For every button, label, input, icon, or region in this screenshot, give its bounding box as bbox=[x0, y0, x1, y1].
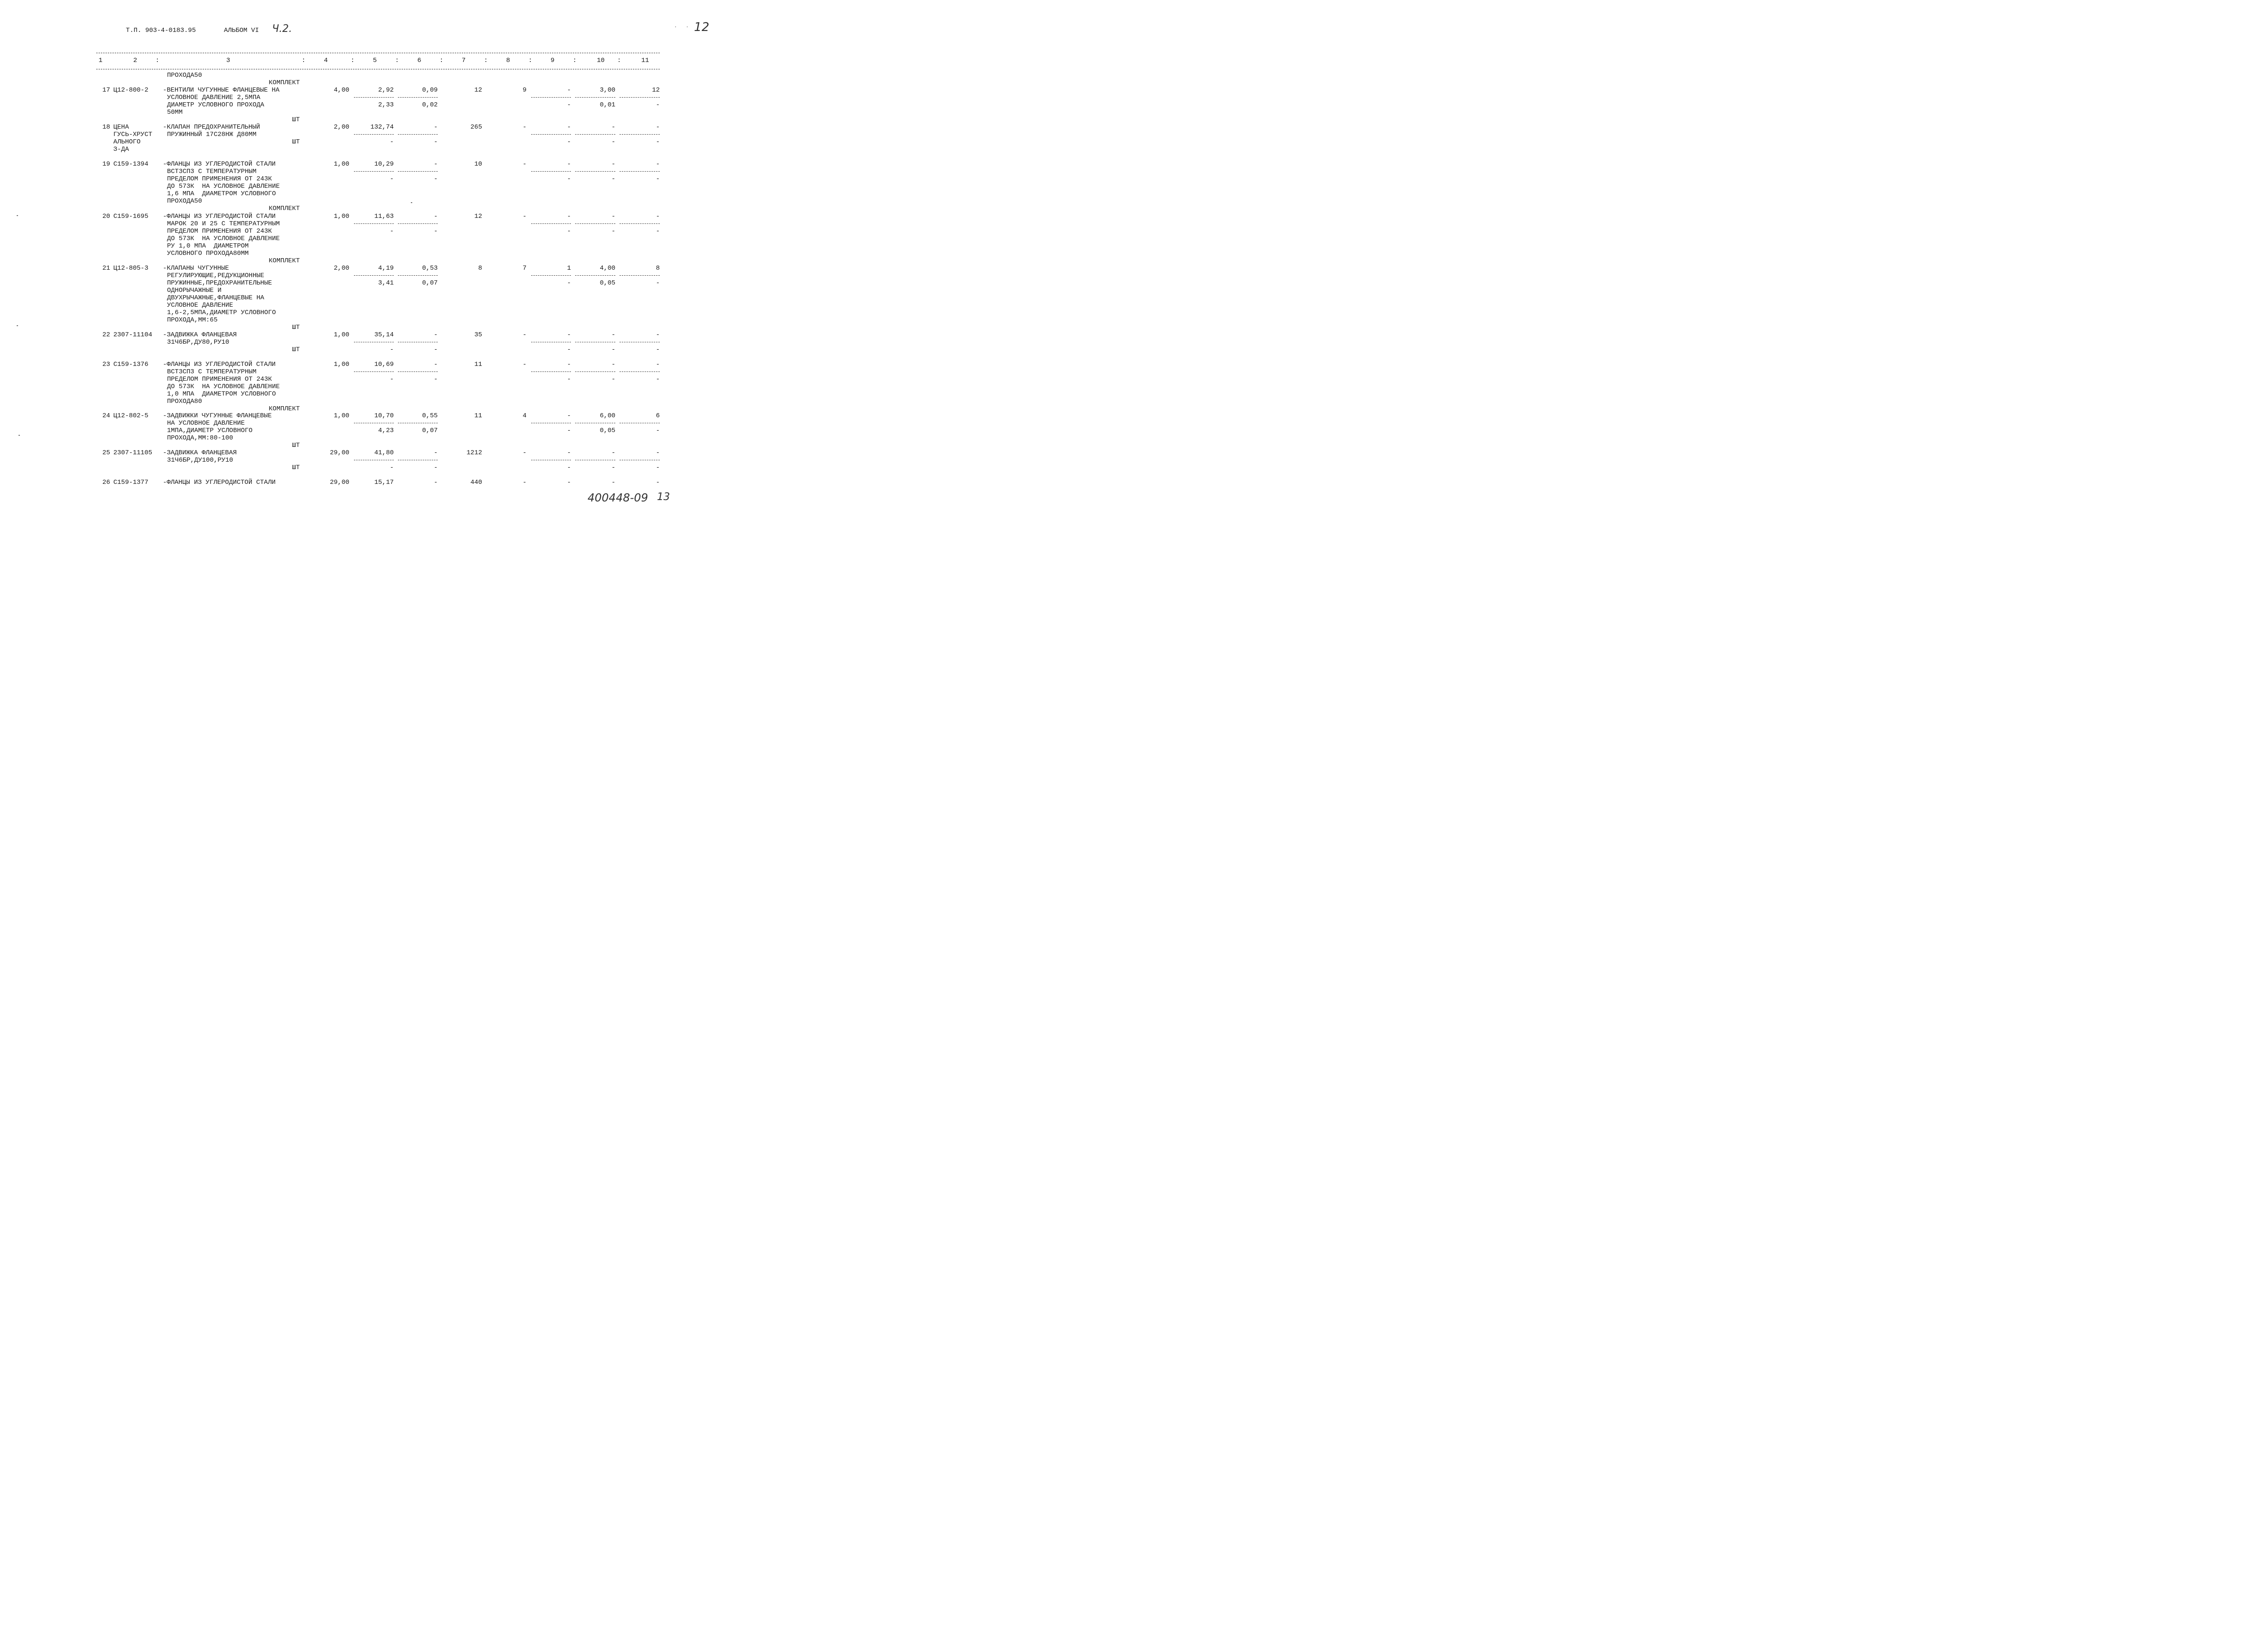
row-description: -КЛАПАНЫ ЧУГУННЫЕ bbox=[163, 265, 229, 272]
row-description: -ФЛАНЦЫ ИЗ УГЛЕРОДИСТОЙ СТАЛИ bbox=[163, 213, 276, 220]
cell-sub-c10: 0,05 bbox=[600, 427, 615, 434]
cell-sub-c5: - bbox=[390, 376, 394, 383]
column-number-4: 4 bbox=[324, 57, 328, 64]
column-number-10: 10 bbox=[597, 57, 605, 64]
row-description: -ЗАДВИЖКА ФЛАНЦЕВАЯ bbox=[163, 331, 237, 339]
cell-c11: - bbox=[656, 361, 660, 368]
column-separator: : bbox=[155, 57, 160, 64]
column-separator: : bbox=[528, 57, 533, 64]
cell-qty: 1,00 bbox=[334, 213, 349, 220]
row-description: УСЛОВНОЕ ДАВЛЕНИЕ bbox=[167, 302, 233, 309]
cell-sub-c10: - bbox=[611, 464, 615, 471]
cell-sub-c6: - bbox=[434, 464, 438, 471]
cell-sub-c6: - bbox=[434, 376, 438, 383]
cell-c7: 11 bbox=[474, 412, 482, 420]
cell-c5: 2,92 bbox=[378, 87, 394, 94]
cell-c7: 440 bbox=[470, 479, 482, 486]
carryover-description: ПРОХОДА50 bbox=[167, 72, 202, 79]
row-code: Ц12-802-5 bbox=[113, 412, 149, 420]
cell-c9: - bbox=[567, 361, 571, 368]
cell-c9: - bbox=[567, 161, 571, 168]
column-number-6: 6 bbox=[417, 57, 421, 64]
cell-sub-c10: - bbox=[611, 346, 615, 353]
cell-sub-c9: - bbox=[567, 228, 571, 235]
cell-divider-rule bbox=[575, 97, 615, 98]
row-unit: ШТ bbox=[292, 346, 300, 353]
cell-c5: 15,17 bbox=[374, 479, 394, 486]
cell-qty: 1,00 bbox=[334, 412, 349, 420]
row-description: 31Ч6БР,ДУ80,РУ10 bbox=[167, 339, 229, 346]
cell-sub-c10: 0,05 bbox=[600, 279, 615, 287]
cell-c6: - bbox=[434, 361, 438, 368]
album-label: АЛЬБОМ VI bbox=[224, 27, 259, 34]
cell-c7: 10 bbox=[474, 161, 482, 168]
cell-divider-rule bbox=[398, 371, 438, 372]
row-number: 26 bbox=[102, 479, 110, 486]
cell-divider-rule bbox=[531, 275, 571, 276]
row-unit: КОМПЛЕКТ bbox=[268, 205, 300, 212]
column-number-5: 5 bbox=[373, 57, 377, 64]
column-separator: : bbox=[351, 57, 355, 64]
scan-mark: . . bbox=[674, 22, 689, 30]
cell-divider-rule bbox=[620, 275, 660, 276]
row-code: С159-1394 bbox=[113, 161, 149, 168]
cell-c8: 7 bbox=[522, 265, 527, 272]
scan-speck bbox=[17, 325, 18, 326]
cell-divider-rule bbox=[354, 134, 394, 135]
cell-divider-rule bbox=[620, 171, 660, 172]
row-description: ПРЕДЕЛОМ ПРИМЕНЕНИЯ ОТ 243К bbox=[167, 175, 272, 183]
sheet-number-handwritten: 13 bbox=[657, 491, 670, 503]
column-separator: : bbox=[573, 57, 577, 64]
row-description: ДО 573К НА УСЛОВНОЕ ДАВЛЕНИЕ bbox=[167, 235, 280, 242]
row-description: ОДНОРЫЧАЖНЫЕ И bbox=[167, 287, 222, 294]
cell-c9: - bbox=[567, 331, 571, 339]
cell-c8: 9 bbox=[522, 87, 527, 94]
row-description: ПРОХОДА80 bbox=[167, 398, 202, 405]
cell-sub-c9: - bbox=[567, 376, 571, 383]
row-number: 18 bbox=[102, 124, 110, 131]
cell-c5: 4,19 bbox=[378, 265, 394, 272]
cell-c10: 3,00 bbox=[600, 87, 615, 94]
row-description: ПРОХОДА,ММ:80-100 bbox=[167, 434, 233, 442]
cell-sub-c6: 0,07 bbox=[422, 279, 438, 287]
cell-divider-rule bbox=[531, 223, 571, 224]
cell-sub-c5: 2,33 bbox=[378, 101, 394, 109]
cell-sub-c5: - bbox=[390, 464, 394, 471]
cell-sub-c6: - bbox=[434, 175, 438, 183]
cell-c8: - bbox=[522, 361, 527, 368]
cell-c11: - bbox=[656, 331, 660, 339]
cell-c11: - bbox=[656, 213, 660, 220]
cell-divider-rule bbox=[354, 171, 394, 172]
cell-sub-c9: - bbox=[567, 464, 571, 471]
cell-c6: - bbox=[434, 161, 438, 168]
cell-c7: 12 bbox=[474, 87, 482, 94]
cell-c7: 1212 bbox=[466, 449, 482, 457]
cell-sub-c10: - bbox=[611, 175, 615, 183]
cell-divider-rule bbox=[575, 171, 615, 172]
cell-divider-rule bbox=[531, 371, 571, 372]
cell-sub-c10: - bbox=[611, 138, 615, 146]
cell-c11: - bbox=[656, 449, 660, 457]
cell-c6: - bbox=[434, 124, 438, 131]
cell-divider-rule bbox=[398, 275, 438, 276]
cell-c11: - bbox=[656, 161, 660, 168]
archive-stamp-handwritten: 400448-09 bbox=[588, 491, 648, 504]
row-description: РЕГУЛИРУЮЩИЕ,РЕДУКЦИОННЫЕ bbox=[167, 272, 265, 279]
row-description: 1,0 МПА ДИАМЕТРОМ УСЛОВНОГО bbox=[167, 390, 276, 398]
row-description: 1МПА,ДИАМЕТР УСЛОВНОГО bbox=[167, 427, 253, 434]
row-number: 23 bbox=[102, 361, 110, 368]
row-description: ВСТ3СП3 С ТЕМПЕРАТУРНЫМ bbox=[167, 168, 257, 175]
cell-sub-c6: - bbox=[434, 228, 438, 235]
row-code: 2307-11105 bbox=[113, 449, 153, 457]
cell-c5: 11,63 bbox=[374, 213, 394, 220]
row-description: УСЛОВНОГО ПРОХОДА80ММ bbox=[167, 250, 249, 257]
row-description: НА УСЛОВНОЕ ДАВЛЕНИЕ bbox=[167, 420, 245, 427]
row-description: МАРОК 20 И 25 С ТЕМПЕРАТУРНЫМ bbox=[167, 220, 280, 228]
row-description: 1,6-2,5МПА,ДИАМЕТР УСЛОВНОГО bbox=[167, 309, 276, 316]
row-code: З-ДА bbox=[113, 146, 129, 153]
cell-sub-c11: - bbox=[656, 427, 660, 434]
scan-speck bbox=[17, 215, 18, 216]
cell-sub-c11: - bbox=[656, 279, 660, 287]
cell-c6: - bbox=[434, 479, 438, 486]
row-description: ДИАМЕТР УСЛОВНОГО ПРОХОДА bbox=[167, 101, 265, 109]
cell-c8: - bbox=[522, 213, 527, 220]
page-number-handwritten: 12 bbox=[694, 20, 710, 34]
row-code: Ц12-800-2 bbox=[113, 87, 149, 94]
row-code: С159-1695 bbox=[113, 213, 149, 220]
row-description: ПРОХОДА,ММ:65 bbox=[167, 316, 218, 324]
cell-divider-rule bbox=[398, 223, 438, 224]
column-separator: : bbox=[302, 57, 306, 64]
cell-qty: 4,00 bbox=[334, 87, 349, 94]
cell-sub-c11: - bbox=[656, 464, 660, 471]
cell-divider-rule bbox=[354, 223, 394, 224]
cell-c10: - bbox=[611, 161, 615, 168]
column-number-1: 1 bbox=[99, 57, 103, 64]
cell-divider-rule bbox=[620, 97, 660, 98]
cell-c8: - bbox=[522, 161, 527, 168]
cell-c5: 132,74 bbox=[370, 124, 394, 131]
cell-qty: 2,00 bbox=[334, 124, 349, 131]
cell-c5: 10,69 bbox=[374, 361, 394, 368]
cell-sub-c11: - bbox=[656, 376, 660, 383]
cell-qty: 1,00 bbox=[334, 361, 349, 368]
cell-sub-c5: - bbox=[390, 228, 394, 235]
cell-c10: - bbox=[611, 361, 615, 368]
row-number: 20 bbox=[102, 213, 110, 220]
column-number-11: 11 bbox=[641, 57, 649, 64]
cell-sub-c9: - bbox=[567, 427, 571, 434]
cell-divider-rule bbox=[398, 97, 438, 98]
row-code: 2307-11104 bbox=[113, 331, 153, 339]
cell-c9: 1 bbox=[567, 265, 571, 272]
scan-speck bbox=[19, 435, 20, 436]
column-number-9: 9 bbox=[551, 57, 555, 64]
cell-c6: 0,09 bbox=[422, 87, 438, 94]
row-code: Ц12-805-3 bbox=[113, 265, 149, 272]
cell-sub-c9: - bbox=[567, 175, 571, 183]
cell-c9: - bbox=[567, 412, 571, 420]
cell-c5: 35,14 bbox=[374, 331, 394, 339]
cell-c10: - bbox=[611, 331, 615, 339]
cell-sub-c11: - bbox=[656, 228, 660, 235]
cell-c8: - bbox=[522, 331, 527, 339]
cell-divider-rule bbox=[620, 371, 660, 372]
column-number-8: 8 bbox=[506, 57, 510, 64]
cell-c11: - bbox=[656, 124, 660, 131]
row-description: ДО 573К НА УСЛОВНОЕ ДАВЛЕНИЕ bbox=[167, 383, 280, 390]
cell-c10: - bbox=[611, 479, 615, 486]
cell-divider-rule bbox=[354, 275, 394, 276]
cell-sub-c6: - bbox=[434, 138, 438, 146]
cell-c10: 6,00 bbox=[600, 412, 615, 420]
row-number: 25 bbox=[102, 449, 110, 457]
row-number: 19 bbox=[102, 161, 110, 168]
cell-qty: 2,00 bbox=[334, 265, 349, 272]
row-description: РУ 1,0 МПА ДИАМЕТРОМ bbox=[167, 242, 249, 250]
cell-c10: - bbox=[611, 213, 615, 220]
cell-sub-c6: 0,07 bbox=[422, 427, 438, 434]
cell-divider-rule bbox=[531, 171, 571, 172]
cell-sub-c5: - bbox=[390, 175, 394, 183]
cell-c6: 0,53 bbox=[422, 265, 438, 272]
cell-c8: - bbox=[522, 479, 527, 486]
cell-divider-rule bbox=[620, 223, 660, 224]
cell-c5: 41,80 bbox=[374, 449, 394, 457]
row-code: ЦЕНА bbox=[113, 124, 129, 131]
cell-c10: - bbox=[611, 124, 615, 131]
cell-c10: - bbox=[611, 449, 615, 457]
cell-sub-c5: - bbox=[390, 138, 394, 146]
cell-c5: 10,70 bbox=[374, 412, 394, 420]
cell-sub-c9: - bbox=[567, 138, 571, 146]
cell-c9: - bbox=[567, 87, 571, 94]
cell-sub-c11: - bbox=[656, 101, 660, 109]
row-description: -ЗАДВИЖКИ ЧУГУННЫЕ ФЛАНЦЕВЫЕ bbox=[163, 412, 272, 420]
cell-c5: 10,29 bbox=[374, 161, 394, 168]
cell-c7: 12 bbox=[474, 213, 482, 220]
cell-divider-rule bbox=[575, 371, 615, 372]
cell-divider-rule bbox=[354, 371, 394, 372]
cell-sub-c9: - bbox=[567, 279, 571, 287]
row-number: 22 bbox=[102, 331, 110, 339]
row-description: -ВЕНТИЛИ ЧУГУННЫЕ ФЛАНЦЕВЫЕ НА bbox=[163, 87, 280, 94]
cell-sub-c11: - bbox=[656, 138, 660, 146]
cell-c7: 265 bbox=[470, 124, 482, 131]
document-code: Т.П. 903-4-0183.95 bbox=[126, 27, 196, 34]
cell-sub-c11: - bbox=[656, 175, 660, 183]
row-number: 24 bbox=[102, 412, 110, 420]
cell-c9: - bbox=[567, 213, 571, 220]
cell-c6: - bbox=[434, 331, 438, 339]
column-separator: : bbox=[617, 57, 621, 64]
scan-speck bbox=[411, 202, 412, 203]
row-description: 1,6 МПА ДИАМЕТРОМ УСЛОВНОГО bbox=[167, 190, 276, 198]
cell-c11: 8 bbox=[656, 265, 660, 272]
cell-sub-c5: - bbox=[390, 346, 394, 353]
cell-divider-rule bbox=[575, 275, 615, 276]
row-description: ПРЕДЕЛОМ ПРИМЕНЕНИЯ ОТ 243К bbox=[167, 376, 272, 383]
row-description: -ФЛАНЦЫ ИЗ УГЛЕРОДИСТОЙ СТАЛИ bbox=[163, 479, 276, 486]
row-description: ДО 573К НА УСЛОВНОЕ ДАВЛЕНИЕ bbox=[167, 183, 280, 190]
carryover-unit: КОМПЛЕКТ bbox=[268, 79, 300, 87]
row-description: -ФЛАНЦЫ ИЗ УГЛЕРОДИСТОЙ СТАЛИ bbox=[163, 361, 276, 368]
column-number-7: 7 bbox=[462, 57, 466, 64]
cell-sub-c10: - bbox=[611, 376, 615, 383]
cell-sub-c10: 0,01 bbox=[600, 101, 615, 109]
row-description: ВСТ3СП3 С ТЕМПЕРАТУРНЫМ bbox=[167, 368, 257, 376]
column-number-3: 3 bbox=[226, 57, 230, 64]
cell-c6: 0,55 bbox=[422, 412, 438, 420]
column-separator: : bbox=[484, 57, 488, 64]
row-unit: ШТ bbox=[292, 116, 300, 124]
cell-c11: 6 bbox=[656, 412, 660, 420]
cell-divider-rule bbox=[531, 97, 571, 98]
cell-c8: 4 bbox=[522, 412, 527, 420]
row-code: С159-1376 bbox=[113, 361, 149, 368]
row-description: -ФЛАНЦЫ ИЗ УГЛЕРОДИСТОЙ СТАЛИ bbox=[163, 161, 276, 168]
cell-c8: - bbox=[522, 449, 527, 457]
cell-c10: 4,00 bbox=[600, 265, 615, 272]
row-code: АЛЬНОГО bbox=[113, 138, 141, 146]
cell-sub-c9: - bbox=[567, 101, 571, 109]
cell-divider-rule bbox=[398, 171, 438, 172]
cell-qty: 29,00 bbox=[329, 479, 349, 486]
cell-qty: 29,00 bbox=[329, 449, 349, 457]
cell-c7: 8 bbox=[478, 265, 482, 272]
row-description: УСЛОВНОЕ ДАВЛЕНИЕ 2,5МПА bbox=[167, 94, 260, 101]
part-handwritten: Ч.2. bbox=[272, 23, 292, 35]
cell-c11: - bbox=[656, 479, 660, 486]
row-description: ПРЕДЕЛОМ ПРИМЕНЕНИЯ ОТ 243К bbox=[167, 228, 272, 235]
row-unit: КОМПЛЕКТ bbox=[268, 405, 300, 413]
cell-divider-rule bbox=[575, 134, 615, 135]
column-separator: : bbox=[395, 57, 399, 64]
cell-qty: 1,00 bbox=[334, 331, 349, 339]
cell-c9: - bbox=[567, 449, 571, 457]
cell-divider-rule bbox=[575, 223, 615, 224]
row-description: ПРУЖИННЫЙ 17С28НЖ Д80ММ bbox=[167, 131, 257, 138]
column-number-2: 2 bbox=[133, 57, 137, 64]
cell-c11: 12 bbox=[652, 87, 660, 94]
column-separator: : bbox=[440, 57, 444, 64]
row-unit: ШТ bbox=[292, 324, 300, 331]
row-description: -ЗАДВИЖКА ФЛАНЦЕВАЯ bbox=[163, 449, 237, 457]
cell-divider-rule bbox=[354, 97, 394, 98]
cell-divider-rule bbox=[620, 134, 660, 135]
row-unit: ШТ bbox=[292, 138, 300, 146]
row-description: -КЛАПАН ПРЕДОХРАНИТЕЛЬНЫЙ bbox=[163, 124, 260, 131]
cell-c7: 35 bbox=[474, 331, 482, 339]
cell-sub-c11: - bbox=[656, 346, 660, 353]
row-unit: ШТ bbox=[292, 442, 300, 449]
cell-divider-rule bbox=[398, 134, 438, 135]
row-code: ГУСЬ-ХРУСТ bbox=[113, 131, 153, 138]
row-code: С159-1377 bbox=[113, 479, 149, 486]
row-description: 31Ч6БР,ДУ100,РУ10 bbox=[167, 457, 233, 464]
row-description: ПРОХОДА50 bbox=[167, 198, 202, 205]
cell-c6: - bbox=[434, 213, 438, 220]
row-description: ПРУЖИННЫЕ,ПРЕДОХРАНИТЕЛЬНЫЕ bbox=[167, 279, 272, 287]
cell-sub-c5: 3,41 bbox=[378, 279, 394, 287]
cell-c8: - bbox=[522, 124, 527, 131]
cell-c6: - bbox=[434, 449, 438, 457]
row-description: 50ММ bbox=[167, 109, 183, 116]
cell-c9: - bbox=[567, 479, 571, 486]
cell-c7: 11 bbox=[474, 361, 482, 368]
row-number: 17 bbox=[102, 87, 110, 94]
row-description: ДВУХРЫЧАЖНЫЕ,ФЛАНЦЕВЫЕ НА bbox=[167, 294, 265, 302]
cell-qty: 1,00 bbox=[334, 161, 349, 168]
cell-sub-c6: 0,02 bbox=[422, 101, 438, 109]
row-unit: КОМПЛЕКТ bbox=[268, 257, 300, 265]
cell-c9: - bbox=[567, 124, 571, 131]
row-number: 21 bbox=[102, 265, 110, 272]
row-unit: ШТ bbox=[292, 464, 300, 471]
cell-sub-c9: - bbox=[567, 346, 571, 353]
cell-sub-c10: - bbox=[611, 228, 615, 235]
cell-divider-rule bbox=[531, 134, 571, 135]
cell-sub-c6: - bbox=[434, 346, 438, 353]
cell-sub-c5: 4,23 bbox=[378, 427, 394, 434]
